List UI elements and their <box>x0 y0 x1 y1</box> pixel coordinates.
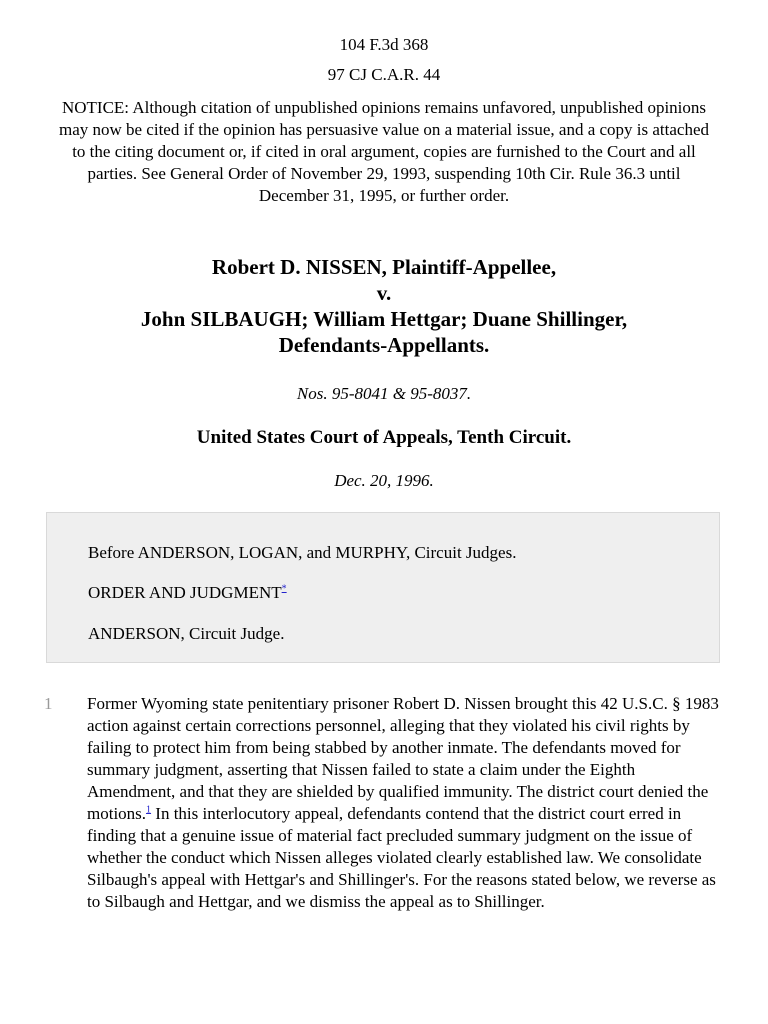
paragraph-text <box>87 693 725 913</box>
docket-numbers: Nos. 95-8041 & 95-8037. <box>296 384 472 403</box>
versus-line: v. <box>376 281 392 305</box>
panel-judges: Before ANDERSON, LOGAN, and MURPHY, Circuit Judges. <box>88 543 517 562</box>
paragraph-number: 1 <box>44 694 53 713</box>
reporter-citation: 104 F.3d 368 <box>339 35 429 54</box>
paragraph-text-part1: Former Wyoming state penitentiary prisoner Robert D. Nissen brought this 42 U.S.C. § 1983 action against certain corrections personnel, alleging that they violated his civil rights by failing to protect him from being stabbed by another inmate. The defendants moved for summary judgment, asserting that Nissen failed to state a claim under the Eighth Amendment, and that they are shielded by qualified immunity. The district court denied the motions. <box>87 694 719 823</box>
footnote-1-link[interactable]: 1 <box>146 804 152 816</box>
order-and-judgment-heading <box>88 582 287 604</box>
court-name: United States Court of Appeals, Tenth Circuit. <box>196 427 572 448</box>
footnote-star-link[interactable]: * <box>281 583 287 595</box>
parallel-citation: 97 CJ C.A.R. 44 <box>327 65 441 84</box>
unpublished-notice: NOTICE: Although citation of unpublished opinions remains unfavored, unpublished opinions may now be cited if the opinion has persuasive value on a material issue, and a copy is attached to the citing document or, if cited in oral argument, copies are furnished to the Court and all parties. See General Order of November 29, 1993, suspending 10th Cir. Rule 36.3 until December 31, 1995, or further order. <box>58 98 710 205</box>
case-caption <box>40 254 728 358</box>
defendants-line: John SILBAUGH; William Hettgar; Duane Shillinger, <box>140 307 628 331</box>
authoring-judge: ANDERSON, Circuit Judge. <box>88 624 285 643</box>
plaintiff-line: Robert D. NISSEN, Plaintiff-Appellee, <box>211 255 557 279</box>
order-title: ORDER AND JUDGMENT <box>88 583 282 602</box>
defendants-role-line: Defendants-Appellants. <box>278 333 490 357</box>
opinion-header-box <box>46 512 720 663</box>
paragraph-text-part2: In this interlocutory appeal, defendants contend that the district court erred in finding that a genuine issue of material fact precluded summary judgment on the issue of whether the conduct which Nissen alleges violated clearly established law. We consolidate Silbaugh's appeal with Hettgar's and Shillinger's. For the reasons stated below, we reverse as to Silbaugh and Hettgar, and we dismiss the appeal as to Shillinger. <box>87 804 716 911</box>
decision-date: Dec. 20, 1996. <box>334 471 434 490</box>
